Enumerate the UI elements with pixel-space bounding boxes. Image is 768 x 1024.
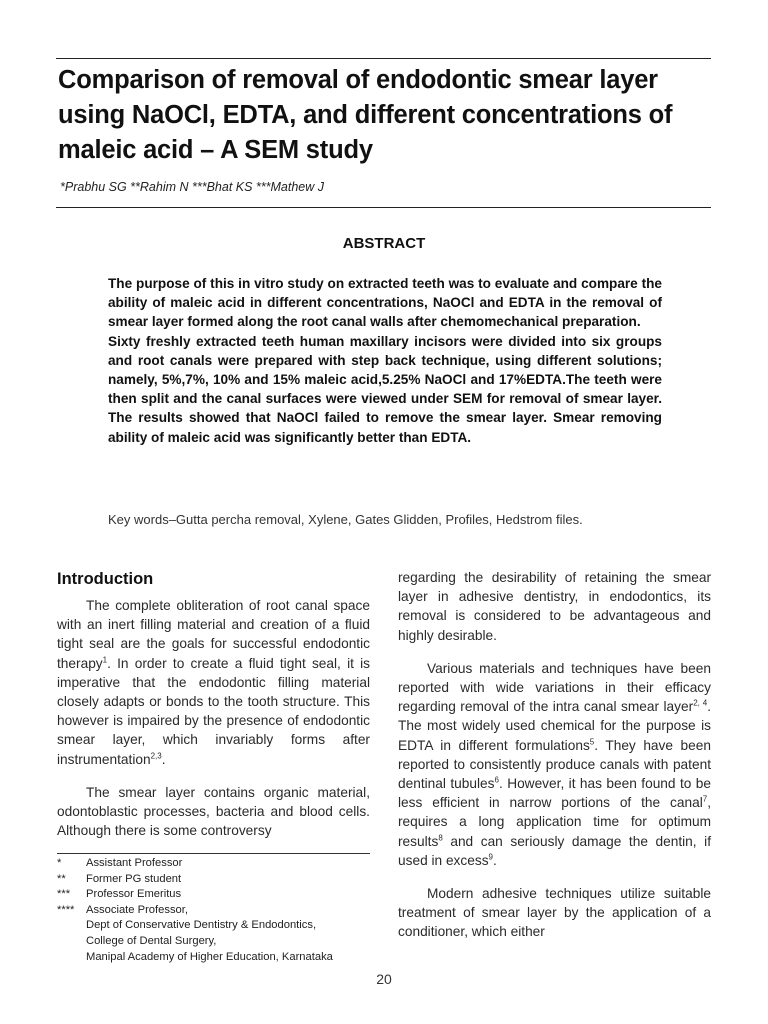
- citation: 9: [488, 852, 493, 862]
- citation: 8: [438, 833, 443, 843]
- right-column: [398, 568, 711, 956]
- top-rule: [56, 58, 711, 59]
- citation: 7: [702, 794, 708, 804]
- footnote-mark: **: [57, 872, 66, 885]
- footnote-text: Assistant Professor: [86, 857, 183, 869]
- body-paragraph: regarding the desirability of retaining the smear layer in adhesive dentistry, in endodontics, its removal is considered to be advantageous and highly desirable.: [398, 570, 711, 643]
- body-paragraph: The smear layer contains organic material, odontoblastic processes, bacteria and blood cells. Although there is some controversy: [57, 784, 370, 839]
- citation: 2,3: [150, 751, 162, 761]
- footnote-mark: *: [57, 857, 62, 869]
- body-paragraph: Various materials and techniques have been reported with wide variations in their efficacy regarding removal of the intra canal smear layer$^{2, 4}$. The most widely used chemical for the purpose is EDTA in different formulations$^5$. They have been reported to consistently produce canals with patent dentinal tubules$^6$. However, it has been found to be less efficient in narrow portions of the canal$^7$, requires a long application time for optimum results$^8$ and can seriously damage the dentin, if used in excess$^9$.: [398, 660, 712, 868]
- body-paragraph: The complete obliteration of root canal space with an inert filling material and creation of a fluid tight seal are the goals for successful endodontic therapy$^1$. In order to create a fluid tight seal, it is imperative that the endodontic filling material closely adapts or bonds to the tooth structure. This however is impaired by the presence of endodontic smear layer, which invariably forms after instrumentation$^{2,3}$.: [57, 598, 370, 767]
- footnote-mark: ***: [57, 888, 71, 901]
- footnote-mark: ****: [57, 903, 75, 916]
- footnote-text: Professor Emeritus: [86, 888, 182, 901]
- footnote-text: College of Dental Surgery,: [86, 934, 217, 947]
- footnote: [57, 887, 377, 903]
- left-column: [57, 568, 370, 854]
- article-title: Comparison of removal of endodontic smear layer using NaOCl, EDTA, and different concentrations of maleic acid – A SEM study: [58, 66, 673, 164]
- footnote-text: Former PG student: [86, 872, 182, 885]
- author-list: *Prabhu SG **Rahim N ***Bhat KS ***Mathew J: [60, 180, 325, 194]
- footnote: [57, 872, 377, 888]
- footnote: [57, 856, 377, 872]
- footnote: [57, 903, 377, 965]
- footnotes: [57, 856, 377, 965]
- footnote-text: Manipal Academy of Higher Education, Karnataka: [86, 950, 333, 963]
- citation: 5: [589, 737, 595, 747]
- header-divider: [56, 207, 711, 208]
- citation: 6: [494, 775, 499, 785]
- citation: 2, 4: [693, 698, 708, 708]
- abstract-heading: ABSTRACT: [342, 235, 426, 252]
- abstract-body: [108, 274, 662, 447]
- body-paragraph: Modern adhesive techniques utilize suitable treatment of smear layer by the application of a conditioner, which either: [398, 886, 711, 940]
- keywords: Key words–Gutta percha removal, Xylene, Gates Glidden, Profiles, Hedstrom files.: [108, 512, 583, 527]
- abstract-paragraph: The purpose of this in vitro study on extracted teeth was to evaluate and compare the ability of maleic acid in different concentrations, NaOCl and EDTA in the removal of smear layer formed along the root canal walls after chemomechanical preparation.: [108, 276, 662, 330]
- page-number: 20: [376, 971, 392, 987]
- abstract-paragraph: Sixty freshly extracted teeth human maxillary incisors were divided into six groups and root canals were prepared with step back technique, using different solutions; namely, 5%,7%, 10% and 15% maleic acid,5.25% NaOCl and 17%EDTA.The teeth were then split and the canal surfaces were viewed under SEM for removal of smear layer. The results showed that NaOCl failed to remove the smear layer. Smear removing ability of maleic acid was significantly better than EDTA.: [108, 333, 662, 445]
- footnote-text: Dept of Conservative Dentistry & Endodontics,: [86, 919, 317, 932]
- footnote-text: Associate Professor,: [86, 903, 188, 916]
- section-heading: Introduction: [57, 570, 154, 588]
- citation: 1: [102, 655, 108, 665]
- footnote-divider: [57, 853, 370, 854]
